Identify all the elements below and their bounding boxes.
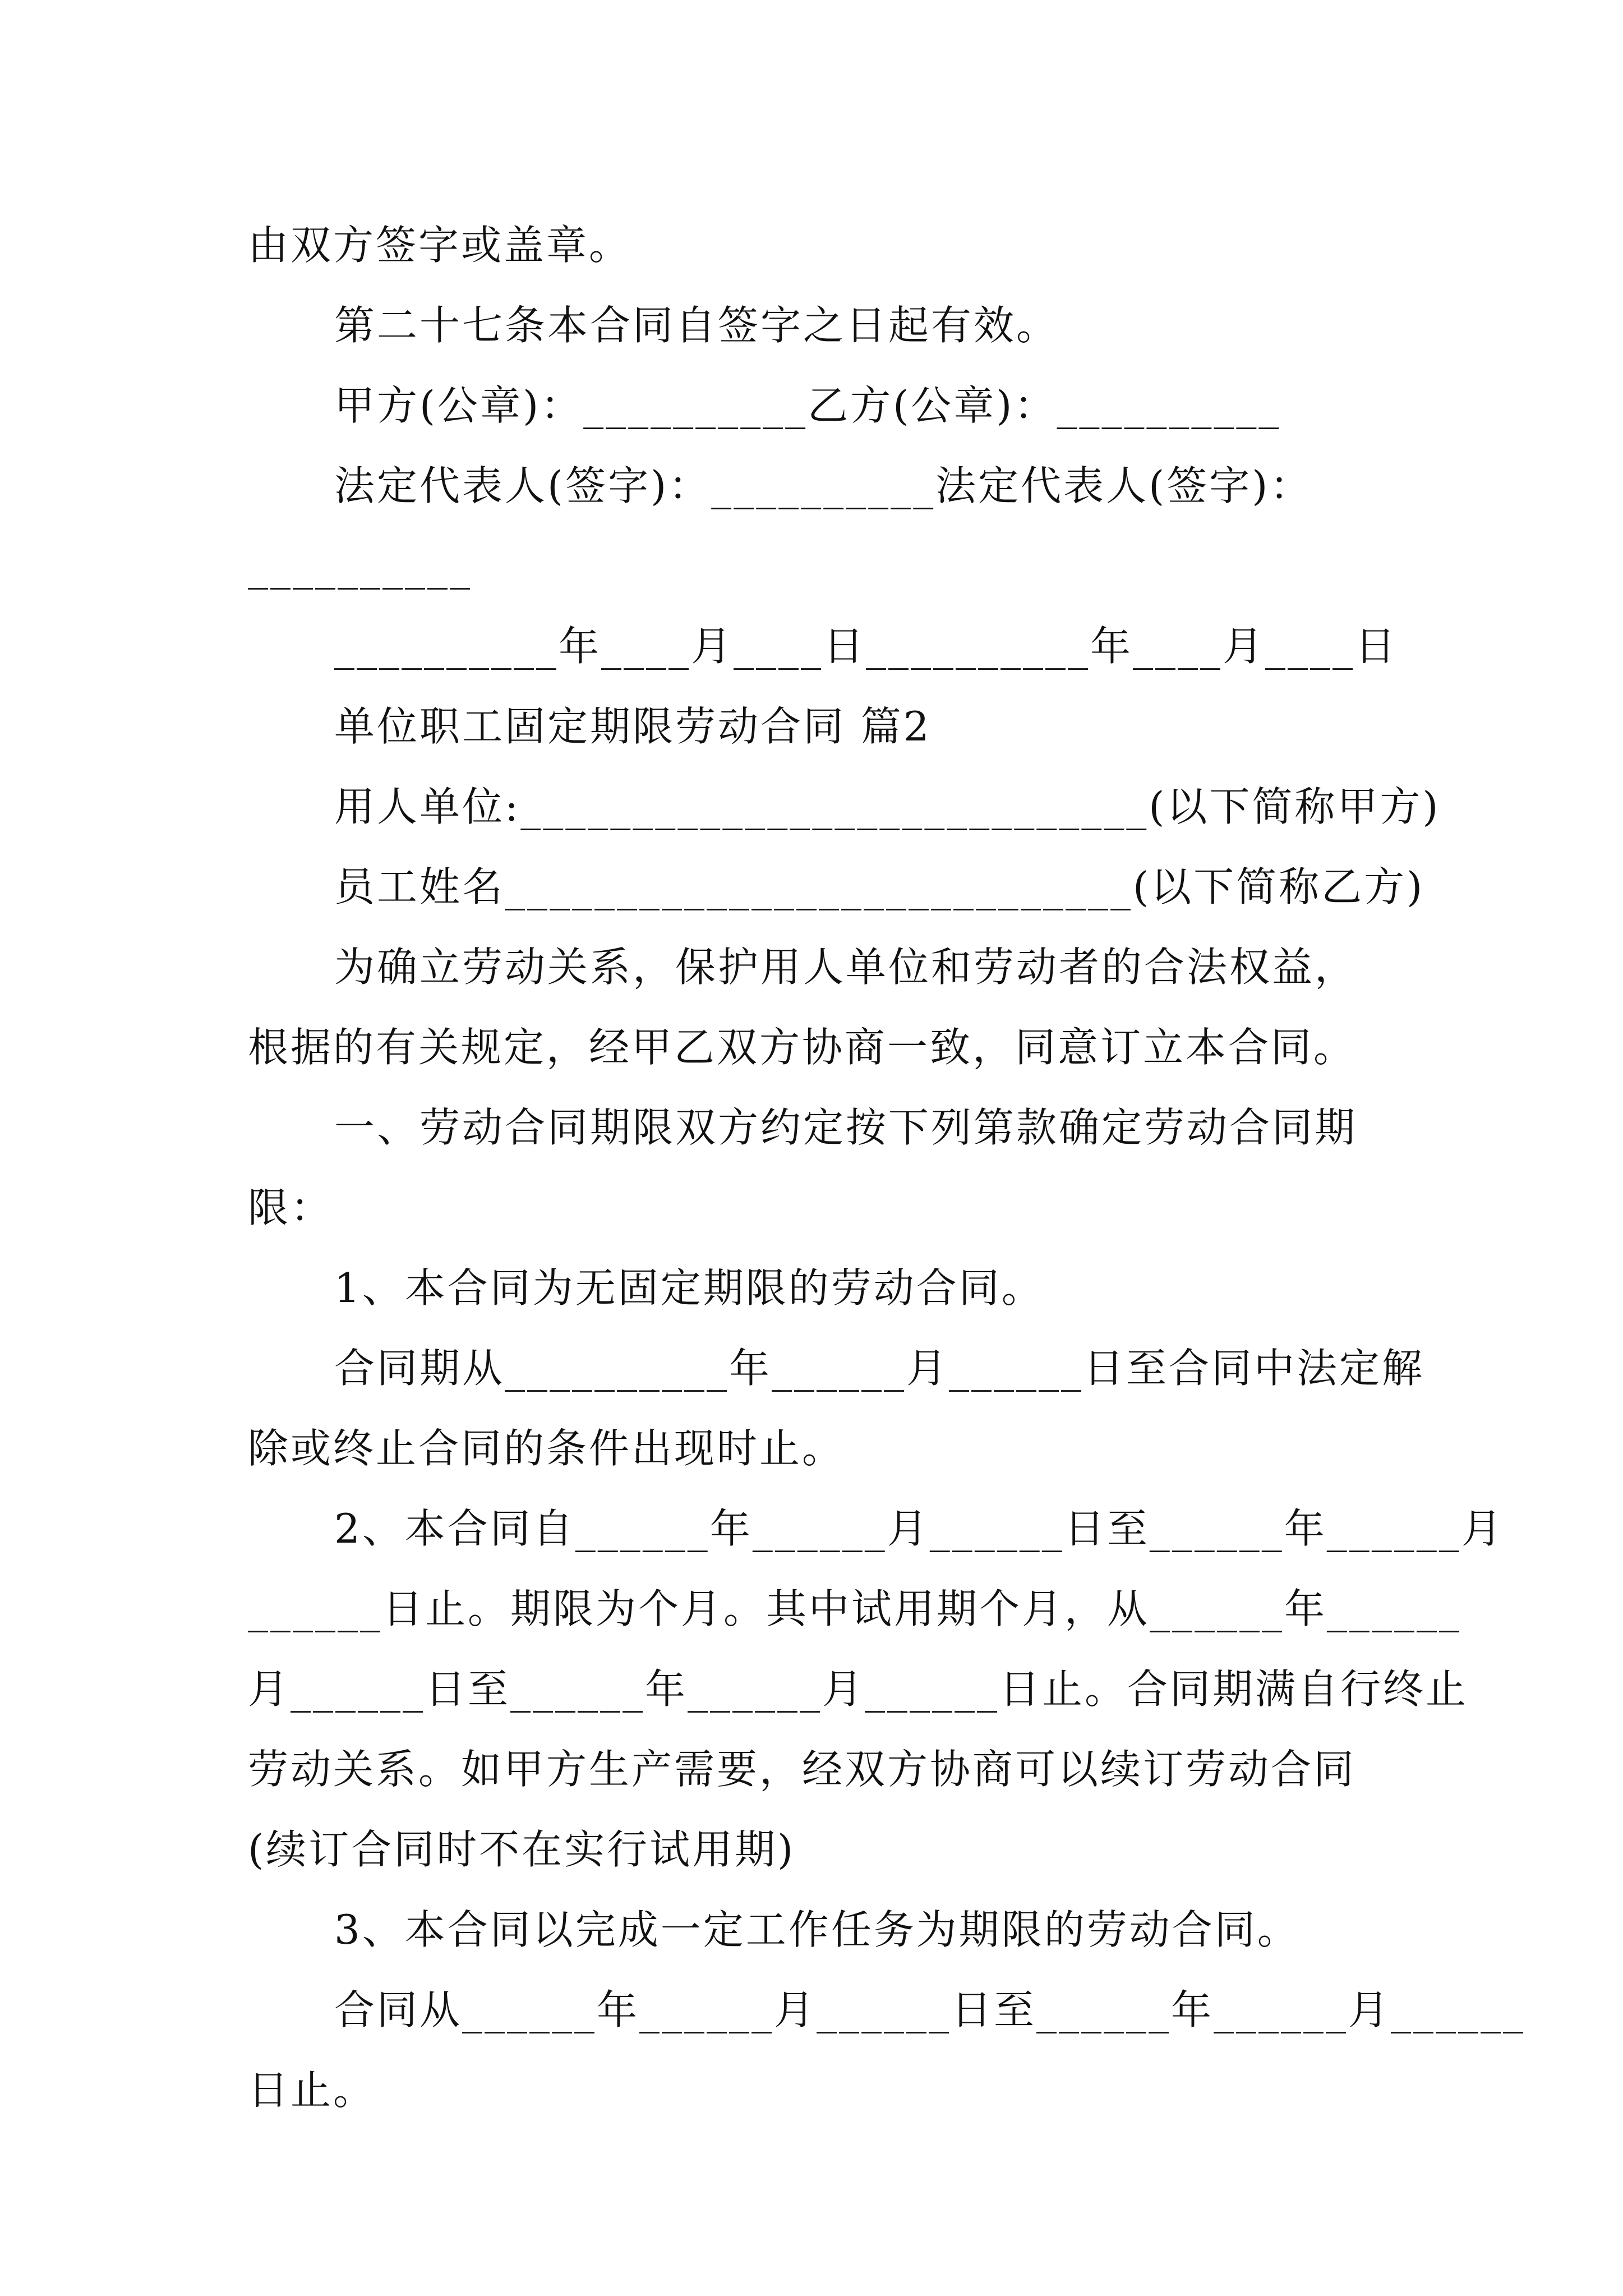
text-line: 3、本合同以完成一定工作任务为期限的劳动合同。 (334, 1906, 1300, 1953)
text-line: 为确立劳动关系，保护用人单位和劳动者的合法权益， (334, 944, 1358, 991)
text-line: ______日止。期限为个月。其中试用期个月，从______年______ (248, 1585, 1462, 1632)
text-line: 劳动关系。如甲方生产需要，经双方协商可以续订劳动合同 (248, 1746, 1357, 1793)
text-line: 甲方(公章)：__________乙方(公章)：__________ (334, 382, 1281, 429)
text-line: 合同期从__________年______月______日至合同中法定解 (334, 1345, 1425, 1392)
text-line: 日止。 (248, 2067, 376, 2114)
text-line: (续订合同时不在实行试用期) (248, 1826, 796, 1873)
text-line: 法定代表人(签字)：__________法定代表人(签字)： (334, 462, 1313, 509)
text-line: 除或终止合同的条件出现时止。 (248, 1425, 845, 1472)
text-line: 限： (248, 1184, 334, 1231)
text-line: 2、本合同自______年______月______日至______年______月 (334, 1505, 1504, 1552)
text-line: 第二十七条本合同自签字之日起有效。 (334, 302, 1059, 349)
text-line: 月______日至______年______月______日止。合同期满自行终止 (248, 1665, 1469, 1713)
text-line: 根据的有关规定，经甲乙双方协商一致，同意订立本合同。 (248, 1024, 1357, 1071)
text-line: 合同从______年______月______日至______年______月______ (334, 1986, 1526, 2033)
text-line: 员工姓名____________________________(以下简称乙方) (334, 863, 1425, 910)
text-line: 由双方签字或盖章。 (248, 222, 632, 269)
text-line: 一、劳动合同期限双方约定按下列第款确定劳动合同期 (334, 1104, 1358, 1151)
text-line: 用人单位:____________________________(以下简称甲方) (334, 783, 1441, 830)
section-heading: 单位职工固定期限劳动合同 篇2 (334, 703, 932, 750)
text-line: __________年____月____日__________年____月____日 (334, 623, 1398, 670)
text-line: 1、本合同为无固定期限的劳动合同。 (334, 1264, 1044, 1312)
text-line: __________ (248, 542, 472, 590)
